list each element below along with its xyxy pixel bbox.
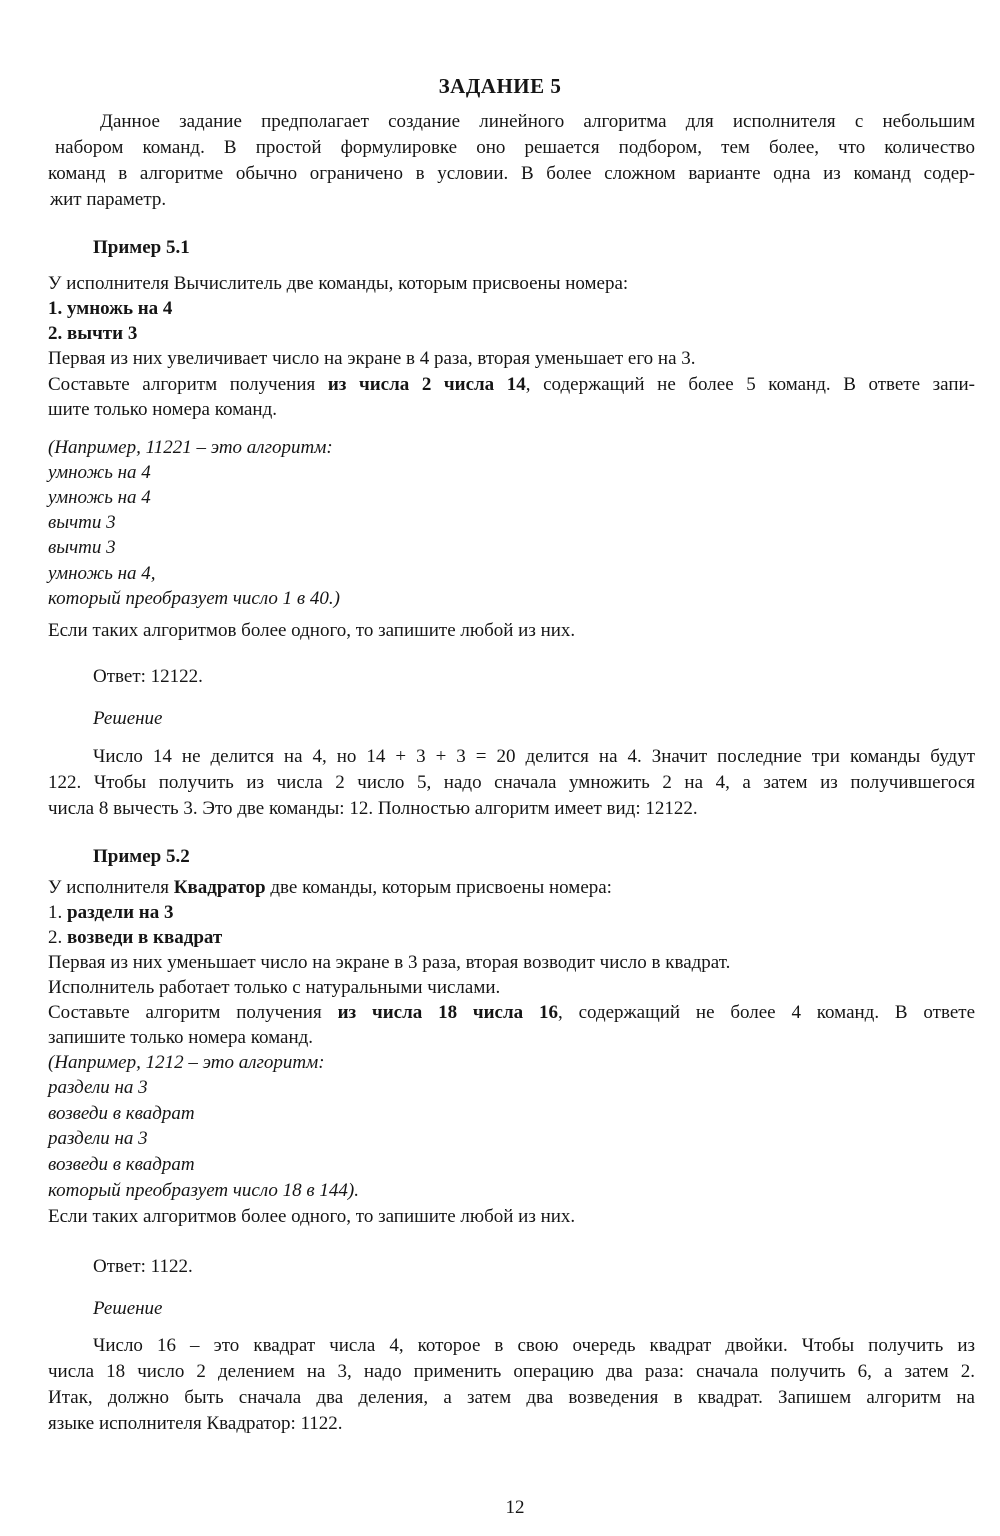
intro-line: команд в алгоритме обычно ограничено в условии. В более сложном варианте одна из команд содер-	[48, 163, 975, 184]
intro-line: жит параметр.	[50, 189, 167, 210]
example-2-sample-line: возведи в квадрат	[48, 1154, 195, 1175]
example-1-intro: У исполнителя Вычислитель две команды, которым присвоены номера:	[48, 273, 629, 294]
example-2-sample-line: возведи в квадрат	[48, 1103, 195, 1124]
example-2-command-2: 2. возведи в квадрат	[48, 927, 223, 948]
example-2-description-2: Исполнитель работает только с натуральными числами.	[48, 977, 501, 998]
example-2-heading: Пример 5.2	[93, 846, 190, 867]
example-2-solution-line: Число 16 – это квадрат числа 4, которое в свою очередь квадрат двойки. Чтобы получить из	[93, 1335, 975, 1356]
example-1-command-1: 1. умножь на 4	[48, 298, 173, 319]
task-title: ЗАДАНИЕ 5	[438, 74, 562, 98]
example-2-note: Если таких алгоритмов более одного, то запишите любой из них.	[48, 1206, 576, 1227]
example-1-answer: Ответ: 12122.	[93, 666, 203, 687]
example-1-sample-line: умножь на 4	[48, 487, 151, 508]
example-2-solution-line: числа 18 число 2 делением на 3, надо применить операцию два раза: сначала получить 6, а затем 2.	[48, 1361, 975, 1382]
example-2-solution-line: Итак, должно быть сначала два деления, а затем два возведения в квадрат. Запишем алгоритм на	[48, 1387, 975, 1408]
example-1-solution-label: Решение	[93, 708, 163, 729]
example-1-command-2: 2. вычти 3	[48, 323, 138, 344]
example-2-intro: У исполнителя Квадратор две команды, которым присвоены номера:	[48, 877, 612, 898]
intro-line: набором команд. В простой формулировке оно решается подбором, тем более, что количество	[55, 137, 975, 158]
example-1-sample-line: (Например, 11221 – это алгоритм:	[48, 437, 333, 458]
example-2-task-line-2: запишите только номера команд.	[48, 1027, 314, 1048]
example-1-note: Если таких алгоритмов более одного, то запишите любой из них.	[48, 620, 576, 641]
example-1-task: Составьте алгоритм получения из числа 2 числа 14, содержащий не более 5 команд. В ответе запи-	[48, 374, 975, 395]
example-1-solution-line: Число 14 не делится на 4, но 14 + 3 + 3 = 20 делится на 4. Значит последние три команды будут	[93, 746, 975, 767]
example-1-sample-line: умножь на 4	[48, 462, 151, 483]
example-1-solution-line: 122. Чтобы получить из числа 2 число 5, надо сначала умножить 2 на 4, а затем из получившегося	[48, 772, 975, 793]
example-2-description: Первая из них уменьшает число на экране в 3 раза, вторая возводит число в квадрат.	[48, 952, 731, 973]
example-2-solution-label: Решение	[93, 1298, 163, 1319]
example-2-task-emphasis: из числа 18 числа 16	[337, 1002, 558, 1023]
example-2-sample-line: раздели на 3	[48, 1128, 148, 1149]
example-2-sample-line: (Например, 1212 – это алгоритм:	[48, 1052, 325, 1073]
example-2-answer: Ответ: 1122.	[93, 1256, 193, 1277]
example-2-sample-line: раздели на 3	[48, 1077, 148, 1098]
example-2-sample-line: который преобразует число 18 в 144).	[48, 1180, 359, 1201]
example-2-solution-line: языке исполнителя Квадратор: 1122.	[48, 1413, 343, 1434]
example-1-task-line-2: шите только номера команд.	[48, 399, 278, 420]
executor-name: Квадратор	[173, 877, 266, 898]
example-1-sample-line: умножь на 4,	[48, 563, 156, 584]
example-1-heading: Пример 5.1	[93, 237, 190, 258]
example-2-task: Составьте алгоритм получения из числа 18 числа 16, содержащий не более 4 команд. В ответе	[48, 1002, 976, 1023]
example-1-task-emphasis: из числа 2 числа 14	[327, 374, 526, 395]
example-1-sample-line: вычти 3	[48, 512, 116, 533]
intro-line: Данное задание предполагает создание линейного алгоритма для исполнителя с небольшим	[100, 111, 975, 132]
example-1-description: Первая из них увеличивает число на экране в 4 раза, вторая уменьшает его на 3.	[48, 348, 696, 369]
example-2-command-1: 1. раздели на 3	[48, 902, 174, 923]
example-1-sample-line: вычти 3	[48, 537, 116, 558]
page-number: 12	[505, 1497, 525, 1518]
example-1-sample-line: который преобразует число 1 в 40.)	[48, 588, 340, 609]
example-1-solution-line: числа 8 вычесть 3. Это две команды: 12. Полностью алгоритм имеет вид: 12122.	[48, 798, 698, 819]
